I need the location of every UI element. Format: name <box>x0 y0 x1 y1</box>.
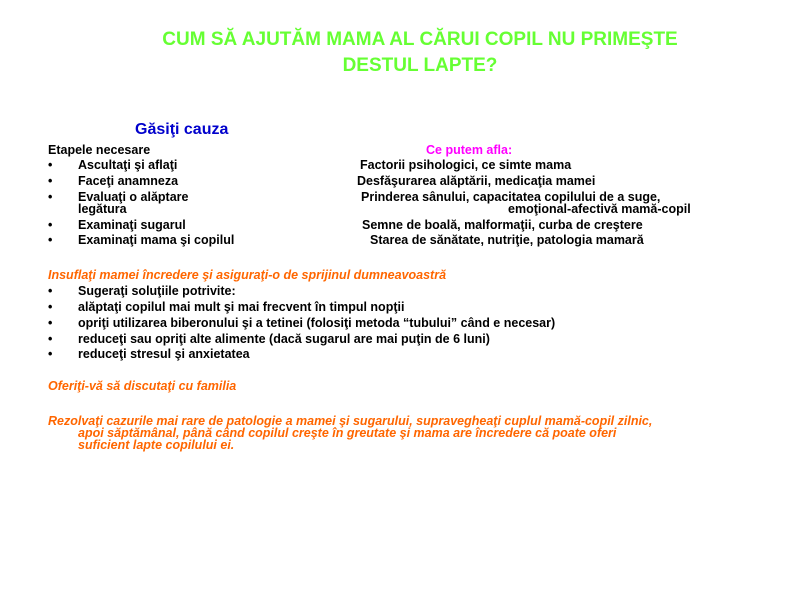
bullet-icon: • <box>48 174 53 188</box>
bullet-icon: • <box>48 190 53 204</box>
step-item: Examinaţi mama şi copilul <box>78 233 235 247</box>
finding-item: Prinderea sânului, capacitatea copilului de a suge, <box>361 190 661 204</box>
list-item: opriţi utilizarea biberonului şi a tetinei (folosiţi metoda “tubului” când e necesar) <box>78 316 556 330</box>
finding-item-continuation: emoţional-afectivă mamă-copil <box>508 202 691 216</box>
step-item: Faceţi anamneza <box>78 174 179 188</box>
list-item: alăptaţi copilul mai mult şi mai frecvent în timpul nopţii <box>78 300 405 314</box>
slide-title-line-1: CUM SĂ AJUTĂM MAMA AL CĂRUI COPIL NU PRIMEŞTE <box>162 29 678 50</box>
step-item: Examinaţi sugarul <box>78 218 186 232</box>
bullet-icon: • <box>48 332 53 346</box>
bullet-icon: • <box>48 218 53 232</box>
slide-title-line-2: DESTUL LAPTE? <box>342 55 498 76</box>
list-item: reduceţi stresul şi anxietatea <box>78 347 250 361</box>
list-item: reduceţi sau opriţi alte alimente (dacă sugarul are mai puţin de 6 luni) <box>78 332 490 346</box>
step-item: Ascultaţi şi aflaţi <box>78 158 178 172</box>
rare-cases-line-1: Rezolvaţi cazurile mai rare de patologie a mamei şi sugarului, supravegheaţi cuplul mamă-copil zilnic, <box>48 414 653 428</box>
finding-item: Semne de boală, malformaţii, curba de creştere <box>362 218 643 232</box>
bullet-icon: • <box>48 158 53 172</box>
rare-cases-line-2: apoi săptămânal, până când copilul creşte în greutate şi mama are încredere că poate oferi <box>78 426 617 440</box>
family-text: Oferiţi-vă să discutaţi cu familia <box>48 379 237 393</box>
confidence-heading: Insuflaţi mamei încredere şi asiguraţi-o de sprijinul dumneavoastră <box>48 268 447 282</box>
rare-cases-line-3: suficient lapte copilului ei. <box>78 438 235 452</box>
steps-header: Etapele necesare <box>48 143 151 157</box>
bullet-icon: • <box>48 233 53 247</box>
step-item-continuation: legătura <box>78 202 127 216</box>
bullet-icon: • <box>48 300 53 314</box>
bullet-icon: • <box>48 284 53 298</box>
bullet-icon: • <box>48 316 53 330</box>
finding-item: Starea de sănătate, nutriţie, patologia mamară <box>370 233 644 247</box>
finding-item: Desfăşurarea alăptării, medicaţia mamei <box>357 174 596 188</box>
list-item: Sugeraţi soluţiile potrivite: <box>78 284 236 298</box>
finding-item: Factorii psihologici, ce simte mama <box>360 158 572 172</box>
step-item: Evaluaţi o alăptare <box>78 190 189 204</box>
findings-header: Ce putem afla: <box>426 143 513 157</box>
cause-heading: Găsiţi cauza <box>135 121 229 138</box>
bullet-icon: • <box>48 347 53 361</box>
